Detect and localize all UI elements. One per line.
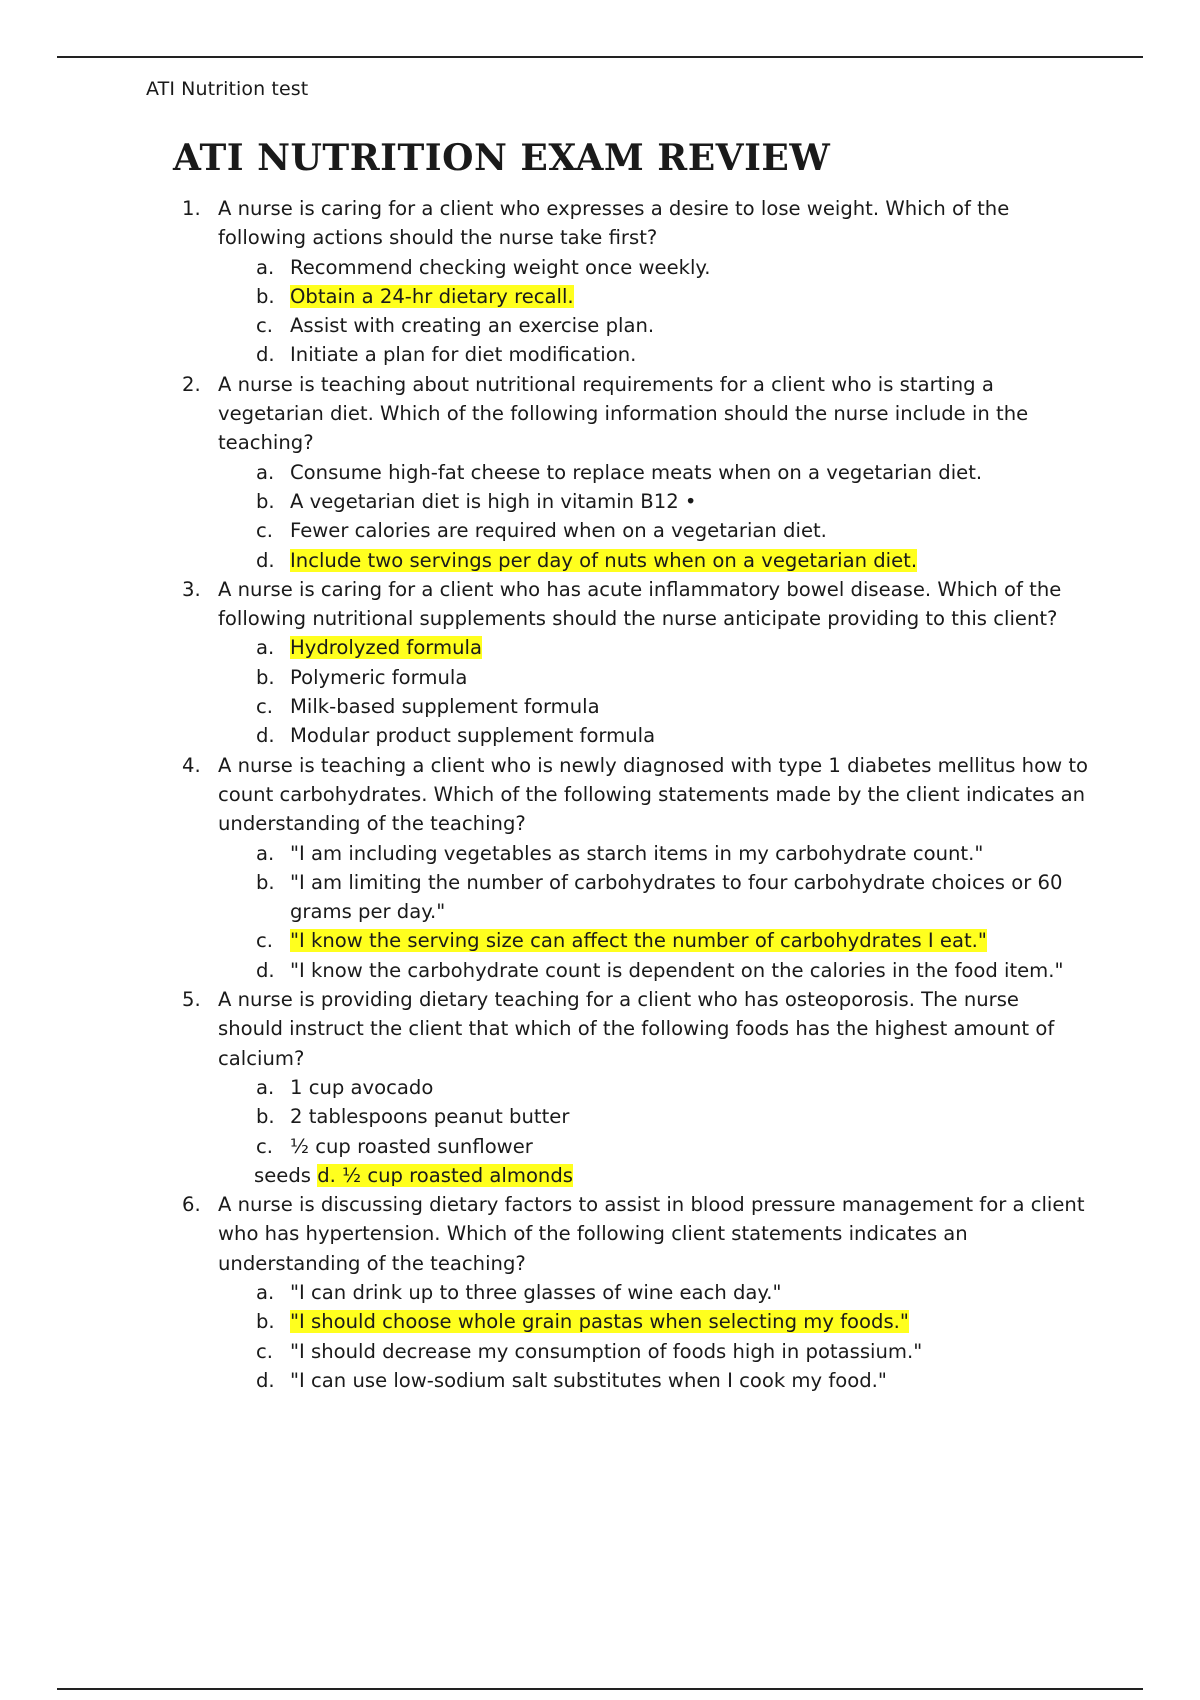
answer-option-correct	[218, 282, 1090, 311]
option-text: "I am including vegetables as starch items in my carbohydrate count."	[290, 841, 984, 865]
option-letter: d.	[256, 343, 275, 367]
option-letter: b.	[256, 284, 275, 308]
question-number: 4.	[182, 753, 201, 777]
option-text: Milk-based supplement formula	[290, 695, 600, 719]
question-text: A nurse is discussing dietary factors to assist in blood pressure management for a client who has hypertension. Which of the following client statements indicates an understanding of the teaching?	[218, 1193, 1085, 1275]
answer-option	[218, 663, 1090, 692]
option-letter: b.	[256, 489, 275, 513]
answer-option	[218, 1366, 1090, 1395]
option-text: "I can drink up to three glasses of wine each day."	[290, 1280, 782, 1304]
option-letter: b.	[256, 665, 275, 689]
question-4	[178, 751, 1090, 985]
question-2	[178, 370, 1090, 575]
answer-option	[218, 487, 1090, 516]
answer-option	[218, 721, 1090, 750]
question-text: A nurse is teaching a client who is newly diagnosed with type 1 diabetes mellitus how to count carbohydrates. Which of the following statements made by the client indicates an understanding of the teaching?	[218, 753, 1088, 836]
question-text: A nurse is teaching about nutritional requirements for a client who is starting a vegetarian diet. Which of the following information should the nurse include in the teaching?	[218, 372, 1029, 455]
question-6	[178, 1190, 1090, 1395]
question-number: 6.	[182, 1193, 201, 1217]
option-text: Consume high-fat cheese to replace meats when on a vegetarian diet.	[290, 460, 983, 484]
option-letter: d.	[256, 958, 275, 982]
option-letter: d.	[256, 548, 275, 572]
question-list	[178, 194, 1090, 1395]
option-text: Initiate a plan for diet modification.	[290, 343, 637, 367]
header-divider	[57, 56, 1143, 58]
option-text-highlighted: d. ½ cup roasted almonds	[317, 1163, 573, 1187]
option-letter: c.	[256, 1134, 274, 1158]
answer-option	[218, 311, 1090, 340]
running-header: ATI Nutrition test	[146, 78, 309, 100]
option-letter: a.	[256, 636, 275, 660]
answer-option-wrapped	[218, 1161, 1090, 1190]
option-text: "I know the carbohydrate count is dependent on the calories in the food item."	[290, 958, 1064, 982]
option-text: Modular product supplement formula	[290, 724, 656, 748]
option-text: Recommend checking weight once weekly.	[290, 255, 711, 279]
answer-option	[218, 956, 1090, 985]
question-number: 3.	[182, 577, 201, 601]
option-text: "I am limiting the number of carbohydrates to four carbohydrate choices or 60 grams per day."	[290, 870, 1063, 924]
option-text-continuation: seeds	[254, 1163, 311, 1187]
option-letter: a.	[256, 255, 275, 279]
option-letter: c.	[256, 314, 274, 338]
option-letter: b.	[256, 1310, 275, 1334]
option-text: A vegetarian diet is high in vitamin B12 •	[290, 489, 697, 513]
answer-options	[218, 1073, 1090, 1161]
option-letter: d.	[256, 1368, 275, 1392]
option-text: 2 tablespoons peanut butter	[290, 1105, 570, 1129]
answer-options	[218, 458, 1090, 575]
option-text: Assist with creating an exercise plan.	[290, 314, 655, 338]
footer-divider	[57, 1688, 1143, 1690]
option-letter: c.	[256, 1339, 274, 1363]
question-text: A nurse is providing dietary teaching for a client who has osteoporosis. The nurse should instruct the client that which of the following foods has the highest amount of calcium?	[218, 988, 1055, 1070]
answer-option	[218, 458, 1090, 487]
option-text: "I can use low-sodium salt substitutes when I cook my food."	[290, 1368, 887, 1392]
question-text: A nurse is caring for a client who has acute inflammatory bowel disease. Which of the following nutritional supplements should the nurse anticipate providing to this client?	[218, 577, 1062, 631]
question-text: A nurse is caring for a client who expresses a desire to lose weight. Which of the following actions should the nurse take first?	[218, 197, 1010, 250]
answer-option	[218, 692, 1090, 721]
page-title: ATI NUTRITION EXAM REVIEW	[173, 137, 831, 179]
option-text: 1 cup avocado	[290, 1075, 434, 1099]
option-letter: c.	[256, 695, 274, 719]
answer-option	[218, 1102, 1090, 1131]
answer-option	[218, 516, 1090, 545]
question-number: 5.	[182, 988, 201, 1012]
question-5	[178, 985, 1090, 1190]
option-text-highlighted: Obtain a 24-hr dietary recall.	[290, 284, 574, 308]
option-letter: d.	[256, 724, 275, 748]
answer-option-correct	[218, 633, 1090, 662]
question-1	[178, 194, 1090, 370]
answer-option	[218, 868, 1090, 927]
answer-options	[218, 839, 1090, 985]
question-number: 1.	[182, 197, 201, 220]
answer-option	[218, 253, 1090, 282]
question-3	[178, 575, 1090, 751]
answer-options	[218, 1278, 1090, 1395]
answer-option-correct	[218, 926, 1090, 955]
option-text: Polymeric formula	[290, 665, 468, 689]
answer-option	[218, 1132, 1090, 1161]
option-letter: c.	[256, 929, 274, 953]
option-letter: a.	[256, 460, 275, 484]
answer-option	[218, 1073, 1090, 1102]
option-letter: c.	[256, 519, 274, 543]
option-text: "I should decrease my consumption of foods high in potassium."	[290, 1339, 923, 1363]
option-text-highlighted: "I know the serving size can affect the number of carbohydrates I eat."	[290, 929, 987, 953]
option-text: ½ cup roasted sunflower	[290, 1134, 533, 1158]
answer-option	[218, 839, 1090, 868]
option-letter: b.	[256, 1105, 275, 1129]
option-letter: b.	[256, 870, 275, 894]
question-number: 2.	[182, 372, 201, 396]
answer-option	[218, 340, 1090, 369]
option-letter: a.	[256, 1075, 275, 1099]
answer-option-correct	[218, 1307, 1090, 1336]
answer-option	[218, 1278, 1090, 1307]
answer-option-correct	[218, 546, 1090, 575]
option-text: Fewer calories are required when on a vegetarian diet.	[290, 519, 827, 543]
option-letter: a.	[256, 841, 275, 865]
option-text-highlighted: "I should choose whole grain pastas when selecting my foods."	[290, 1310, 909, 1334]
option-letter: a.	[256, 1280, 275, 1304]
option-text-highlighted: Include two servings per day of nuts when on a vegetarian diet.	[290, 548, 918, 572]
answer-options	[218, 253, 1090, 370]
answer-options	[218, 633, 1090, 750]
answer-option	[218, 1337, 1090, 1366]
option-text-highlighted: Hydrolyzed formula	[290, 636, 482, 660]
